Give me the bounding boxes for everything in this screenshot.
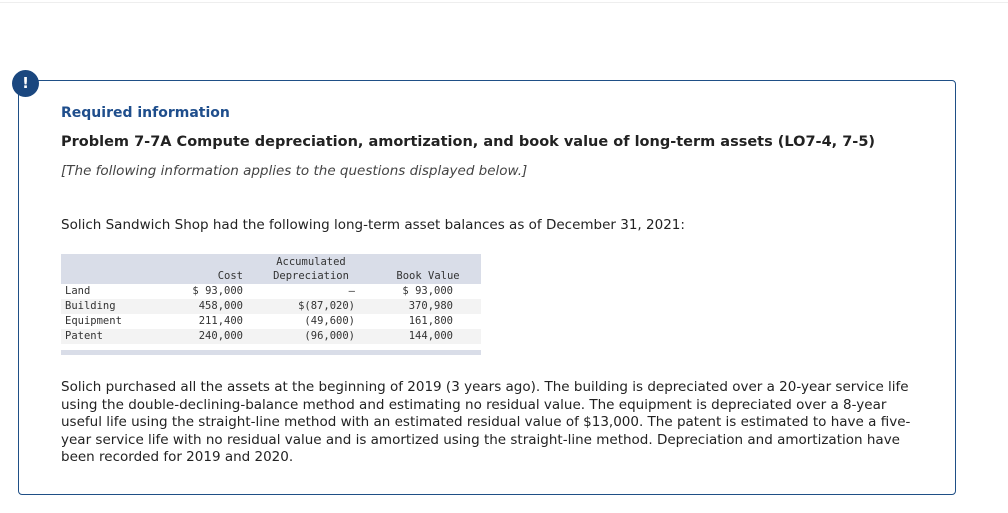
asset-name: Patent (61, 329, 159, 344)
book-value: $ 93,000 (402, 285, 453, 297)
intro-text: Solich Sandwich Shop had the following long-term asset balances as of December 31, 2021: (61, 217, 685, 233)
table-row (61, 299, 481, 314)
accumulated-depreciation: $(87,020) (247, 299, 375, 314)
book-value: 161,800 (408, 315, 453, 327)
top-divider (0, 2, 1008, 3)
asset-name: Building (61, 299, 159, 314)
header-book-value: Book Value (375, 254, 481, 284)
header-cost: Cost (159, 254, 247, 284)
problem-title: Problem 7-7A Compute depreciation, amortization, and book value of long-term assets (LO7-4, 7-5) (61, 134, 876, 150)
accumulated-depreciation: (49,600) (304, 315, 355, 327)
cost: 240,000 (159, 329, 247, 344)
book-value: 144,000 (375, 329, 481, 344)
required-information-heading: Required information (61, 105, 230, 121)
asset-balances-table (61, 254, 481, 355)
accumulated-depreciation: (96,000) (247, 329, 375, 344)
header-asset (61, 254, 159, 284)
asset-name: Equipment (65, 315, 122, 327)
asset-name: Land (65, 285, 91, 297)
book-value: 370,980 (375, 299, 481, 314)
table-header (61, 254, 481, 284)
problem-description: Solich purchased all the assets at the beginning of 2019 (3 years ago). The building is depreciated over a 20-year service life using the double-declining-balance method and estimating no residual value. The equipment is depreciated over a 8-year useful life using the straight-line method with an estimated residual value of $13,000. The patent is estimated to have a five-year service life with no residual value and is amortized using the straight-line method. Depreciation and amortization have been recorded for 2019 and 2020. (61, 379, 911, 465)
cost: 211,400 (198, 315, 243, 327)
cost: 458,000 (159, 299, 247, 314)
alert-icon: ! (12, 70, 39, 97)
header-accumulated-depreciation: Accumulated Depreciation (247, 254, 375, 284)
table-row (61, 314, 481, 329)
table-row (61, 284, 481, 299)
accumulated-depreciation: – (348, 285, 355, 297)
table-footer-bar (61, 350, 481, 355)
table-row (61, 329, 481, 344)
applies-note: [The following information applies to the questions displayed below.] (61, 163, 528, 179)
cost: $ 93,000 (192, 285, 243, 297)
